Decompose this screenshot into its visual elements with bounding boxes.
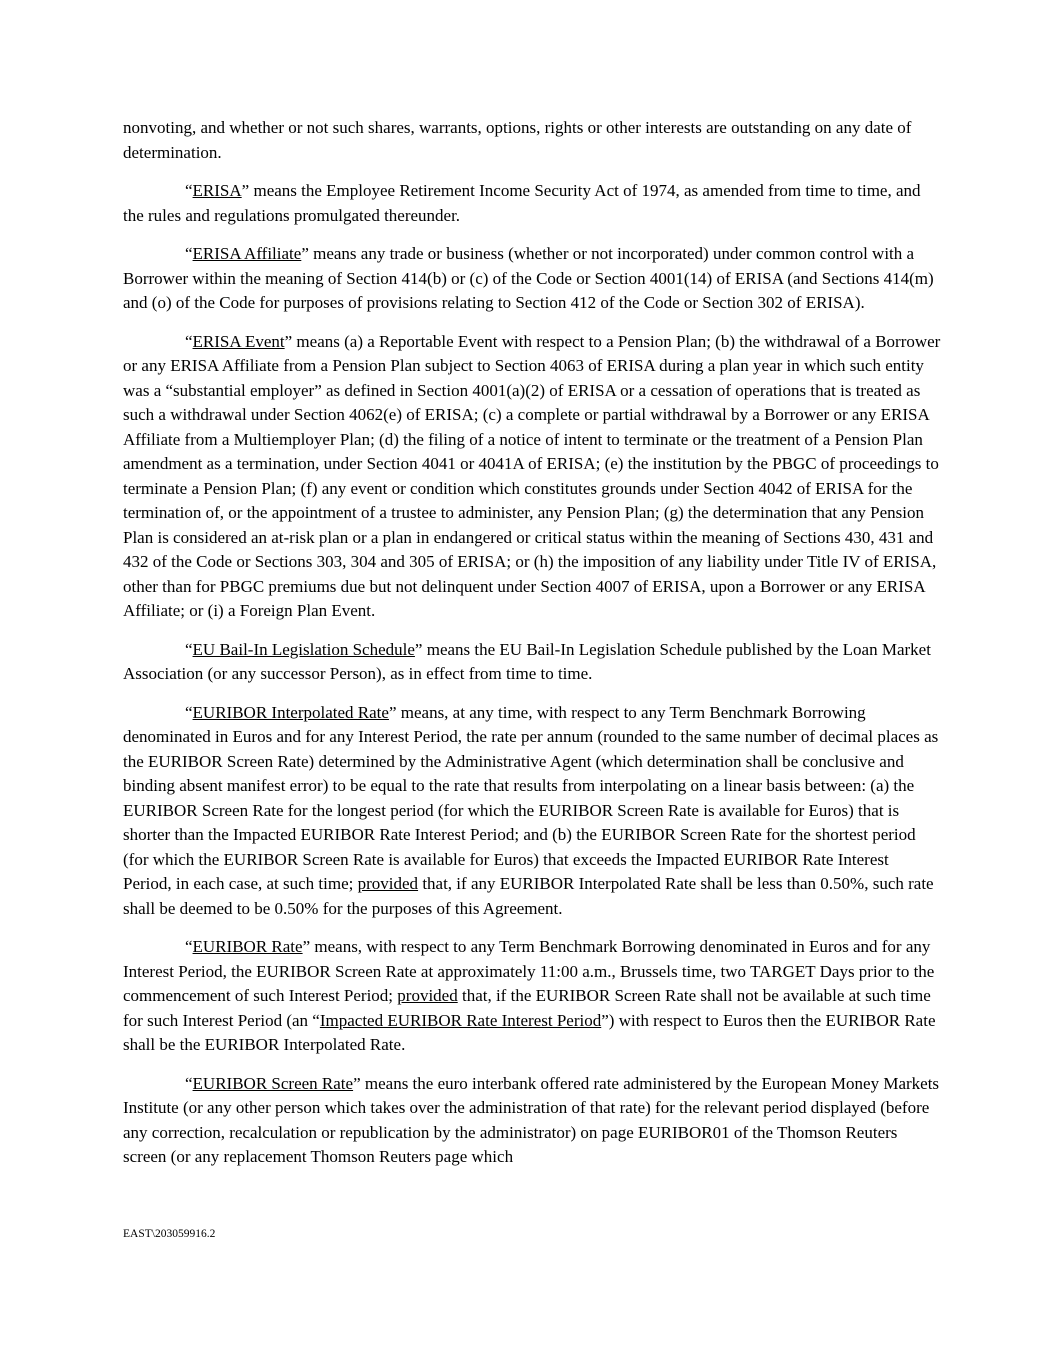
paragraph-def-eu-bail-in-legislation-schedule — [123, 638, 941, 687]
text-run: that, if any EURIBOR Interpolated Rate shall be less than 0.50%, such rate shall be deemed to be 0.50% for the purposes of this Agreement. — [123, 874, 934, 918]
paragraph-def-erisa — [123, 179, 941, 228]
text-run: ” means any trade or business (whether or not incorporated) under common control with a Borrower within the meaning of Section 414(b) or (c) of the Code or Section 4001(14) of ERISA (and Sections 414(m) and (o) of the Code for purposes of provisions relating to Section 412 of the Code or Section 302 of ERISA). — [123, 244, 934, 312]
text-run: ” means the Employee Retirement Income Security Act of 1974, as amended from time to time, and the rules and regulations promulgated thereunder. — [123, 181, 921, 225]
text-run: that, if the EURIBOR Screen Rate shall not be available at such time for such Interest Period (an “ — [123, 986, 931, 1030]
defined-term: provided — [357, 874, 419, 893]
paragraph-def-euribor-rate — [123, 935, 941, 1058]
text-run: “ — [185, 331, 193, 351]
defined-term: ERISA Event — [192, 331, 285, 351]
defined-term: Impacted EURIBOR Rate Interest Period — [319, 1010, 602, 1030]
text-run: “ — [185, 244, 193, 263]
text-run: ” means the EU Bail-In Legislation Schedule published by the Loan Market Association (or any successor Person), as in effect from time to time. — [123, 639, 931, 683]
text-run: ” means the euro interbank offered rate administered by the European Money Markets Institute (or any other person which takes over the administration of that rate) for the relevant period displayed (before any correction, recalculation or republication by the administrator) on page EURIBOR01 of the Thomson Reuters screen (or any replacement Thomson Reuters page which — [123, 1073, 940, 1166]
paragraph-def-erisa-event — [123, 330, 941, 624]
document-id-footer: EAST\203059916.2 — [123, 1228, 216, 1240]
defined-term: ERISA Affiliate — [192, 244, 302, 263]
defined-term: provided — [397, 986, 458, 1005]
text-run: ” means, at any time, with respect to any Term Benchmark Borrowing denominated in Euros and for any Interest Period, the rate per annum (rounded to the same number of decimal places as the EURIBOR Screen Rate) determined by the Administrative Agent (which determination shall be conclusive and binding absent manifest error) to be equal to the rate that results from interpolating on a linear basis between: (a) the EURIBOR Screen Rate for the longest period (for which the EURIBOR Screen Rate is available for Euros) that is shorter than the Impacted EURIBOR Rate Interest Period; and (b) the EURIBOR Screen Rate for the shortest period (for which the EURIBOR Screen Rate is available for Euros) that exceeds the Impacted EURIBOR Rate Interest Period, in each case, at such time; — [123, 702, 939, 893]
text-run: “ — [185, 702, 193, 722]
document-body — [123, 116, 941, 1184]
text-run: ”) with respect to Euros then the EURIBOR Rate shall be the EURIBOR Interpolated Rate. — [123, 1010, 936, 1054]
defined-term: EU Bail-In Legislation Schedule — [192, 639, 415, 659]
text-run: ” means, with respect to any Term Benchmark Borrowing denominated in Euros and for any Interest Period, the EURIBOR Screen Rate at approximately 11:00 a.m., Brussels time, two TARGET Days prior to the commencement of such Interest Period; — [123, 937, 935, 1005]
text-run: ” means (a) a Reportable Event with respect to a Pension Plan; (b) the withdrawal of a Borrower or any ERISA Affiliate from a Pension Plan subject to Section 4063 of ERISA during a plan year in which such entity was a “substantial employer” as defined in Section 4001(a)(2) of ERISA or a cessation of operations that is treated as such a withdrawal under Section 4062(e) of ERISA; (c) a complete or partial withdrawal by a Borrower or any ERISA Affiliate from a Multiemployer Plan; (d) the filing of a notice of intent to terminate or the treatment of a Pension Plan amendment as a termination, under Section 4041 or 4041A of ERISA; (e) the institution by the PBGC of proceedings to terminate a Pension Plan; (f) any event or condition which constitutes grounds under Section 4042 of ERISA for the termination of, or the appointment of a trustee to administer, any Pension Plan; (g) the determination that any Pension Plan is considered an at-risk plan or a plan in endangered or critical status within the meaning of Sections 430, 431 and 432 of the Code or Sections 303, 304 and 305 of ERISA; or (h) the imposition of any liability under Title IV of ERISA, other than for PBGC premiums due but not delinquent under Section 4007 of ERISA, upon a Borrower or any ERISA Affiliate; or (i) a Foreign Plan Event. — [123, 331, 941, 620]
text-run: “ — [185, 181, 193, 200]
text-run: “ — [185, 1073, 193, 1093]
text-run: “ — [185, 937, 193, 956]
defined-term: EURIBOR Rate — [192, 937, 303, 956]
paragraph-continuation — [123, 116, 941, 165]
defined-term: EURIBOR Screen Rate — [192, 1073, 354, 1093]
defined-term: EURIBOR Interpolated Rate — [192, 702, 389, 722]
text-run: “ — [185, 639, 193, 659]
paragraph-def-erisa-affiliate — [123, 242, 941, 316]
text-run: nonvoting, and whether or not such shares, warrants, options, rights or other interests are outstanding on any date of determination. — [123, 118, 912, 162]
paragraph-def-euribor-screen-rate — [123, 1072, 941, 1170]
paragraph-def-euribor-interpolated-rate — [123, 701, 941, 922]
defined-term: ERISA — [192, 181, 242, 200]
